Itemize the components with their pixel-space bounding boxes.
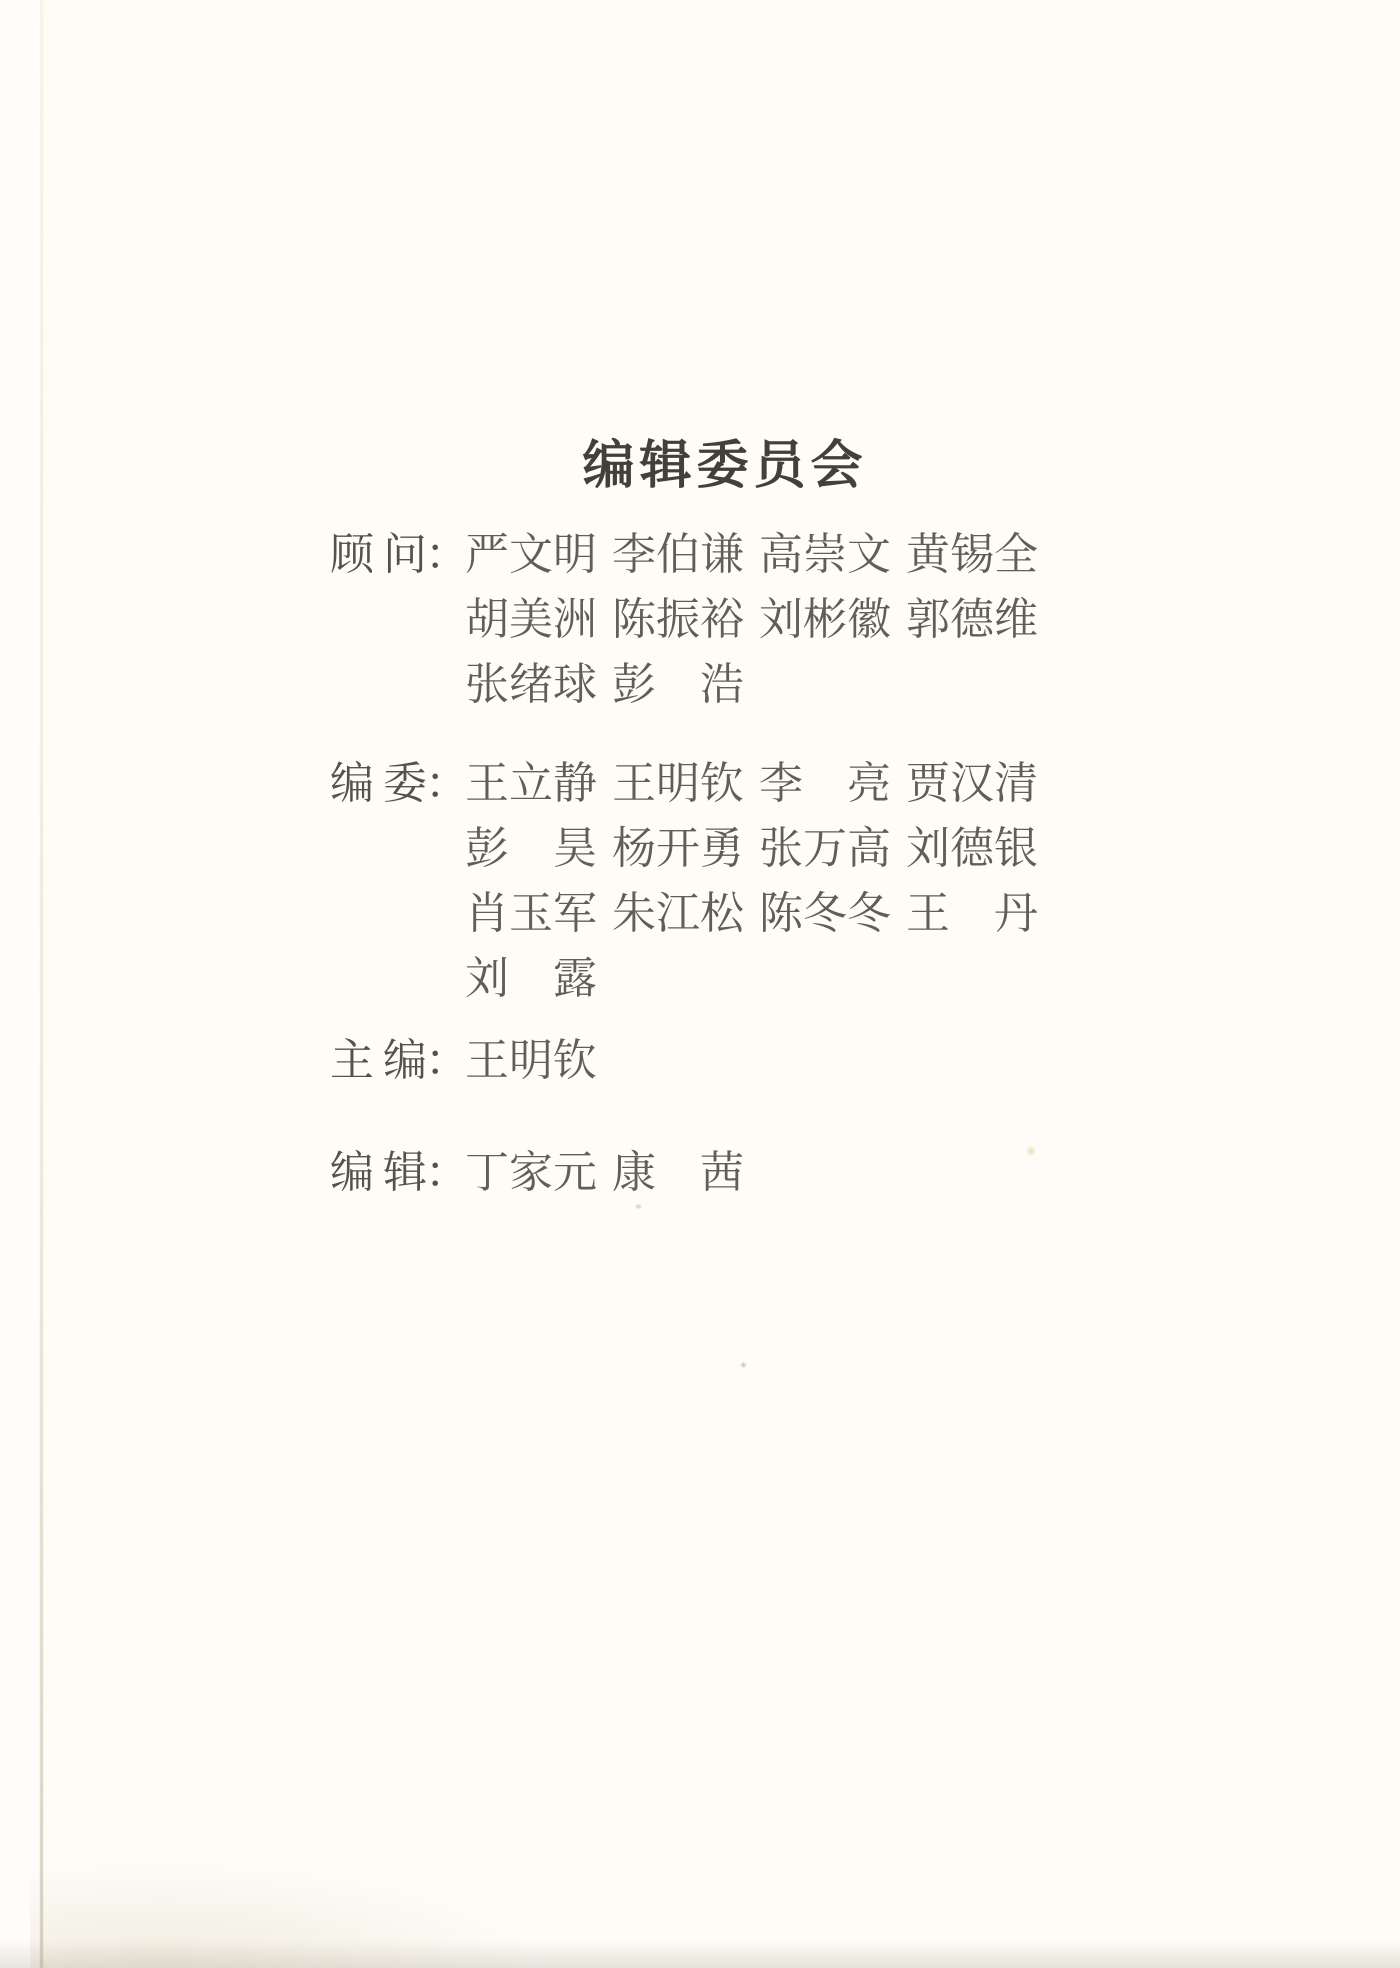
- name-item: 张绪球: [465, 660, 597, 709]
- section-advisors-heading: [330, 522, 469, 587]
- page-left-margin: [0, 0, 40, 1968]
- name-item: 朱江松: [612, 889, 744, 938]
- name-item: 彭 浩: [612, 660, 744, 709]
- page-title: 编辑委员会: [582, 437, 868, 495]
- section-label: [330, 1028, 427, 1093]
- section-editors: [330, 1140, 759, 1205]
- name-row: [465, 881, 1053, 946]
- name-item: 贾汉清: [906, 759, 1038, 808]
- name-item: 王明钦: [465, 1036, 597, 1085]
- section-label-char: 编: [330, 1148, 374, 1197]
- name-item: 胡美洲: [465, 595, 597, 644]
- name-row: [465, 1028, 612, 1093]
- name-item: 刘德银: [906, 824, 1038, 873]
- section-label: [330, 522, 427, 587]
- name-item: 肖玉军: [465, 889, 597, 938]
- name-row: [465, 946, 1053, 1011]
- page-bottom-blotch: [30, 1858, 550, 1968]
- name-item: 王 丹: [906, 889, 1038, 938]
- section-label-char: 顾: [330, 530, 374, 579]
- section-editors-heading: [330, 1140, 469, 1205]
- scan-speck: [1026, 1146, 1036, 1156]
- section-chief-editor-names: [465, 1028, 612, 1093]
- section-chief-editor-heading: [330, 1028, 469, 1093]
- name-item: 陈冬冬: [759, 889, 891, 938]
- name-item: 刘 露: [465, 954, 597, 1003]
- section-committee-names: [465, 751, 1053, 1011]
- page-crease-line: [40, 0, 43, 1968]
- name-row: [465, 652, 1053, 717]
- name-item: 彭 昊: [465, 824, 597, 873]
- section-label-char: 辑: [383, 1148, 427, 1197]
- section-committee-heading: [330, 751, 469, 816]
- section-label-char: 主: [330, 1036, 374, 1085]
- name-item: 李伯谦: [612, 530, 744, 579]
- name-item: 严文明: [465, 530, 597, 579]
- name-item: 黄锡全: [906, 530, 1038, 579]
- section-colon: ：: [425, 1148, 469, 1197]
- section-label-char: 编: [383, 1036, 427, 1085]
- name-item: 郭德维: [906, 595, 1038, 644]
- scan-speck: [740, 1362, 747, 1368]
- name-item: 高崇文: [759, 530, 891, 579]
- name-item: 康 茜: [612, 1148, 744, 1197]
- section-label: [330, 751, 427, 816]
- section-colon: ：: [425, 1036, 469, 1085]
- name-item: 李 亮: [759, 759, 891, 808]
- section-colon: ：: [425, 530, 469, 579]
- name-item: 丁家元: [465, 1148, 597, 1197]
- section-label-char: 问: [383, 530, 427, 579]
- name-row: [465, 816, 1053, 881]
- name-item: 张万高: [759, 824, 891, 873]
- section-chief-editor: [330, 1028, 612, 1093]
- name-row: [465, 522, 1053, 587]
- name-row: [465, 751, 1053, 816]
- section-committee: [330, 751, 1053, 1011]
- section-label-char: 编: [330, 759, 374, 808]
- name-item: 刘彬徽: [759, 595, 891, 644]
- name-item: 陈振裕: [612, 595, 744, 644]
- name-item: 王明钦: [612, 759, 744, 808]
- section-advisors: [330, 522, 1053, 717]
- section-advisors-names: [465, 522, 1053, 717]
- section-label: [330, 1140, 427, 1205]
- section-colon: ：: [425, 759, 469, 808]
- section-label-char: 委: [383, 759, 427, 808]
- name-item: 王立静: [465, 759, 597, 808]
- name-row: [465, 1140, 759, 1205]
- name-item: 杨开勇: [612, 824, 744, 873]
- section-editors-names: [465, 1140, 759, 1205]
- name-row: [465, 587, 1053, 652]
